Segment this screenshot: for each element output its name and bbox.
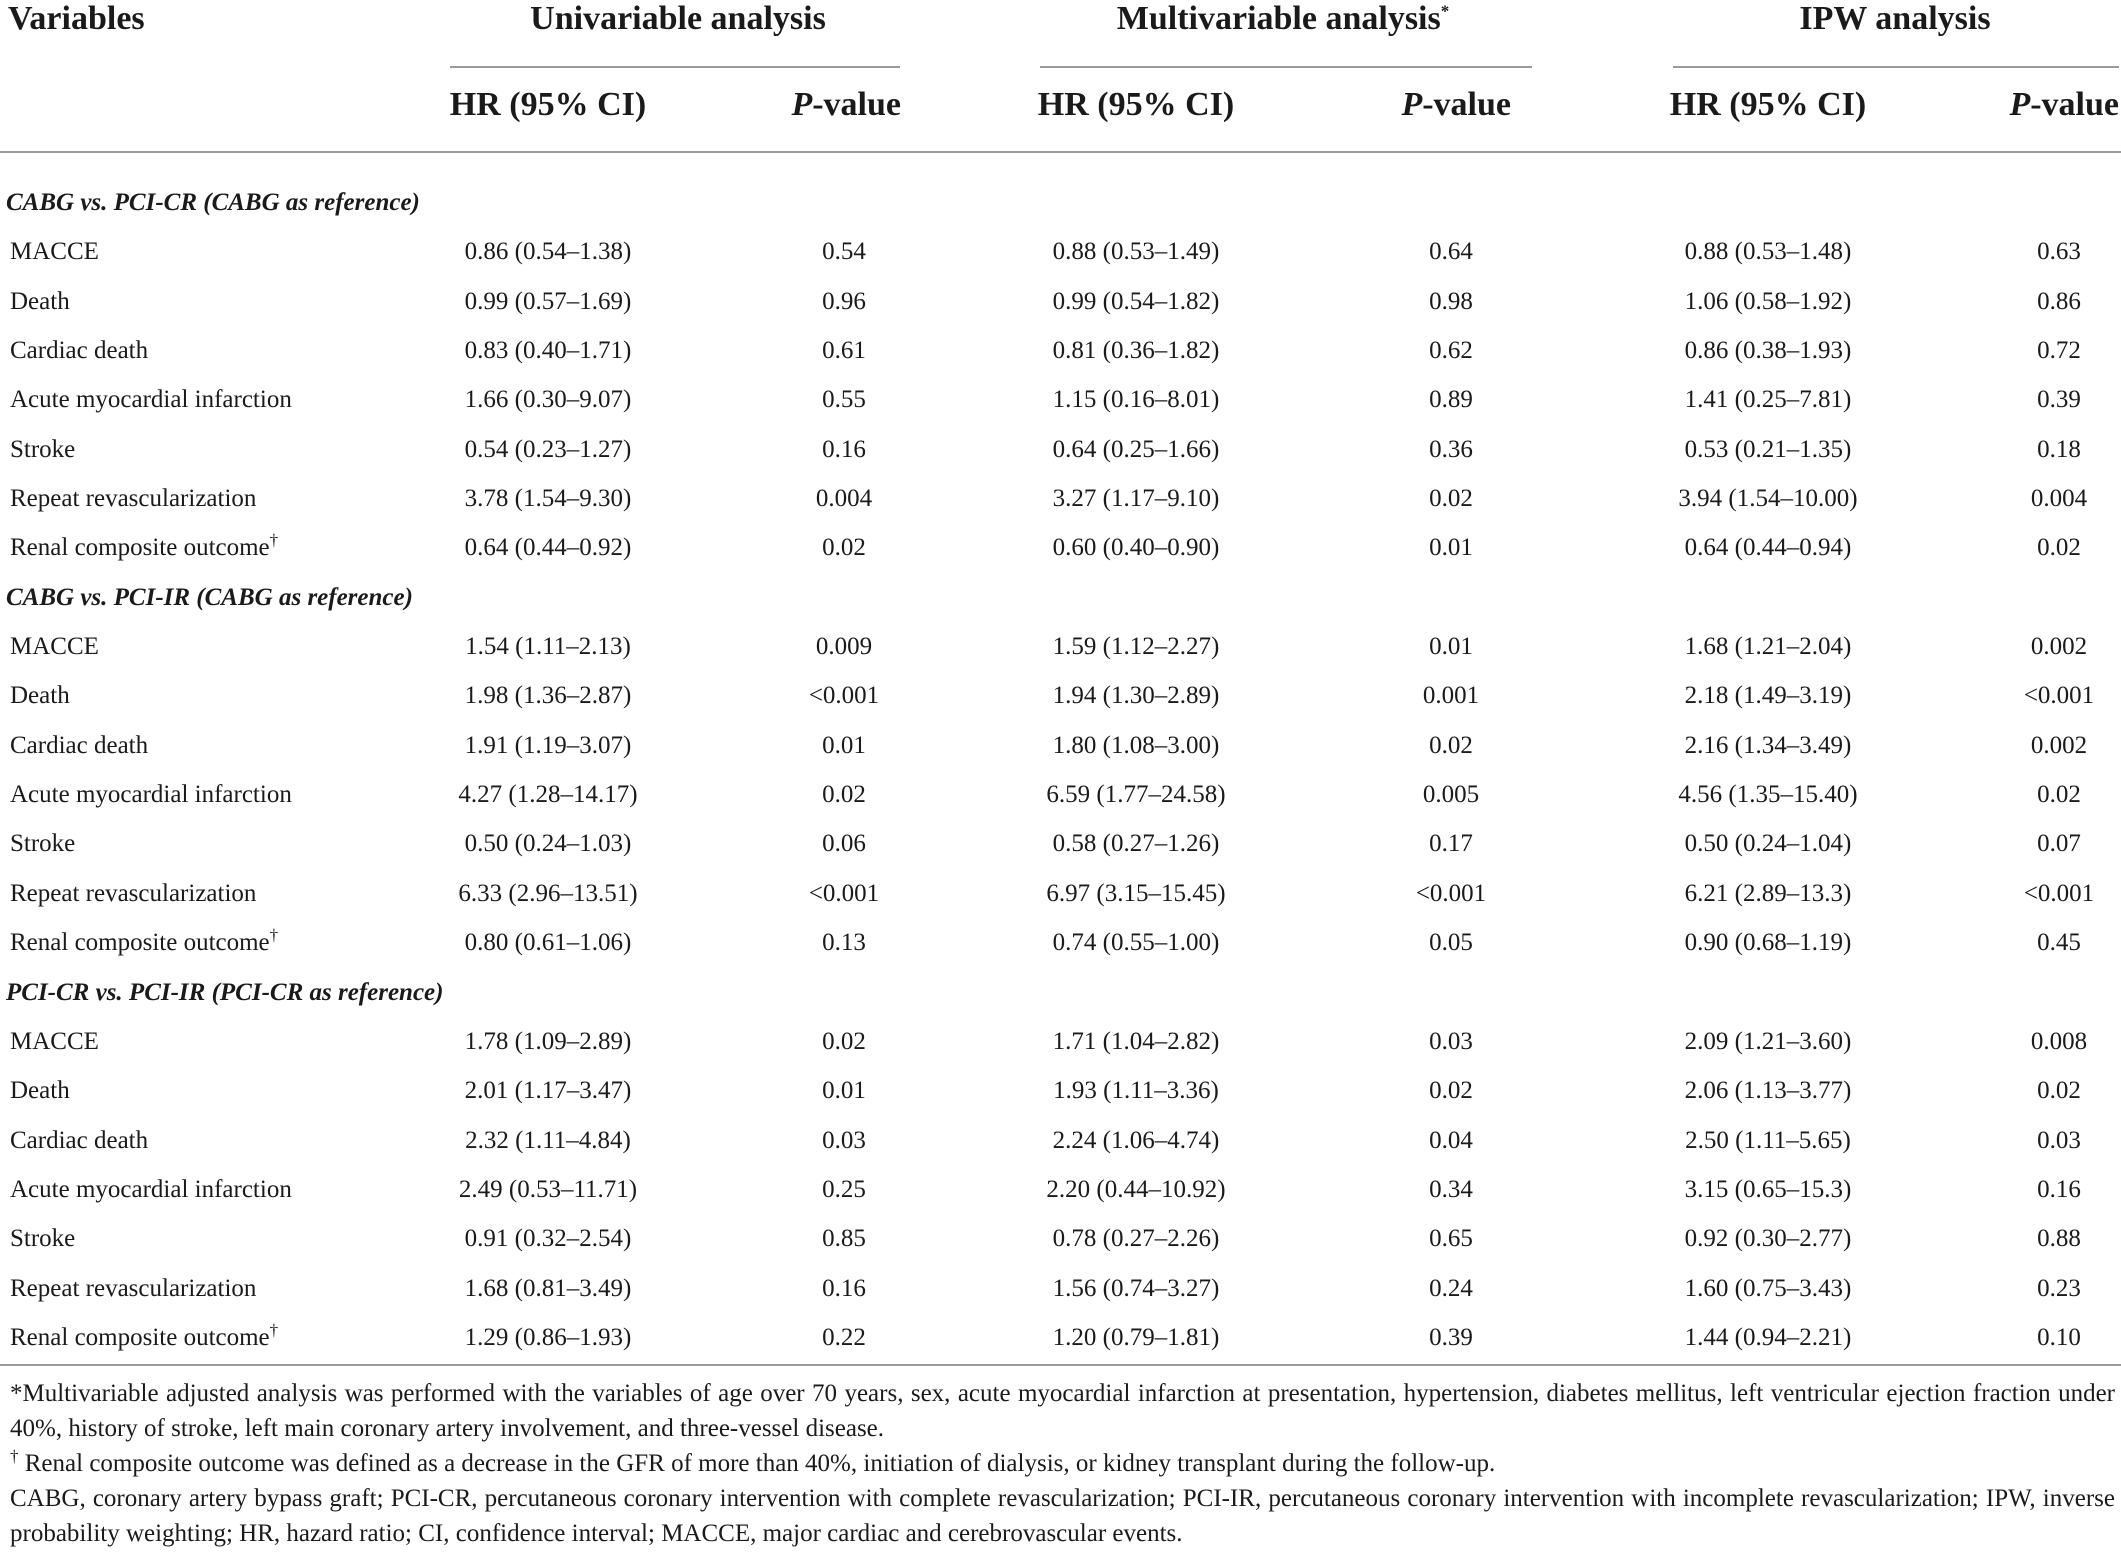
multivariable-hr-cell: 6.97 (3.15–15.45) xyxy=(1046,879,1226,907)
univariable-hr-cell: 1.54 (1.11–2.13) xyxy=(465,633,631,661)
variable-label: Cardiac death xyxy=(10,337,149,365)
header-multivariable: Multivariable analysis* xyxy=(1116,0,1450,37)
ipw-p-cell: 0.86 xyxy=(2037,287,2081,315)
multivariable-p-cell: 0.24 xyxy=(1429,1274,1473,1302)
ipw-hr-cell: 1.68 (1.21–2.04) xyxy=(1684,633,1852,661)
variable-label: MACCE xyxy=(10,633,99,661)
variable-cell xyxy=(10,1225,75,1253)
renal-footnote-mark: † xyxy=(269,925,279,945)
variable-label: MACCE xyxy=(10,1027,99,1055)
univariable-p-cell: 0.55 xyxy=(822,386,866,414)
header-ipw-p: P-value xyxy=(2009,86,2119,123)
header-multi-p: P-value xyxy=(1401,86,1511,123)
variable-cell xyxy=(10,1127,148,1155)
ipw-hr-cell: 3.94 (1.54–10.00) xyxy=(1678,485,1858,513)
renal-footnote-mark: † xyxy=(269,531,279,551)
renal-footnote-mark: † xyxy=(269,1320,279,1340)
multivariable-p-cell: 0.001 xyxy=(1422,682,1480,710)
variable-cell xyxy=(10,732,148,760)
ipw-hr-cell: 1.60 (0.75–3.43) xyxy=(1684,1274,1852,1302)
variable-label: Death xyxy=(10,1077,70,1105)
multivariable-p-cell: 0.03 xyxy=(1429,1027,1473,1055)
variable-label: Cardiac death xyxy=(10,731,149,759)
univariable-hr-cell: 1.91 (1.19–3.07) xyxy=(464,731,632,759)
multivariable-hr-cell: 3.27 (1.17–9.10) xyxy=(1052,485,1220,513)
variable-cell xyxy=(10,238,99,266)
header-multi-hr: HR (95% CI) xyxy=(1037,86,1235,123)
table-column-header xyxy=(0,86,2121,136)
multivariable-hr-cell: 0.74 (0.55–1.00) xyxy=(1052,929,1220,957)
univariable-p-cell: 0.06 xyxy=(822,830,866,858)
univariable-hr-cell: 1.68 (0.81–3.49) xyxy=(464,1274,632,1302)
multivariable-hr-cell: 0.99 (0.54–1.82) xyxy=(1052,287,1220,315)
ipw-hr-cell: 0.50 (0.24–1.04) xyxy=(1684,830,1852,858)
ipw-hr-cell: 3.15 (0.65–15.3) xyxy=(1684,1175,1852,1203)
univariable-hr-cell: 0.64 (0.44–0.92) xyxy=(464,534,632,562)
header-variables: Variables xyxy=(8,0,145,37)
variable-label: Acute myocardial infarction xyxy=(10,386,292,414)
variable-label: Stroke xyxy=(10,435,76,463)
variable-cell xyxy=(10,1320,279,1352)
variable-label: Acute myocardial infarction xyxy=(10,1175,292,1203)
ipw-hr-cell: 0.64 (0.44–0.94) xyxy=(1684,534,1852,562)
table-row xyxy=(0,374,2121,423)
table-footnotes xyxy=(10,1376,2115,1551)
univariable-p-cell: 0.02 xyxy=(822,781,866,809)
multivariable-p-cell: 0.64 xyxy=(1429,238,1473,266)
variable-label: Repeat revascularization xyxy=(10,879,257,907)
univariable-hr-cell: 0.80 (0.61–1.06) xyxy=(464,929,632,957)
multivariable-p-cell: 0.02 xyxy=(1429,1077,1473,1105)
univariable-hr-cell: 2.32 (1.11–4.84) xyxy=(465,1126,631,1154)
ipw-hr-cell: 4.56 (1.35–15.40) xyxy=(1678,781,1858,809)
variable-label: Renal composite outcome xyxy=(10,534,270,562)
multivariable-hr-cell: 6.59 (1.77–24.58) xyxy=(1046,781,1226,809)
table-row xyxy=(0,720,2121,769)
multivariable-hr-cell: 2.24 (1.06–4.74) xyxy=(1052,1126,1220,1154)
table-row xyxy=(0,818,2121,867)
ipw-p-cell: 0.23 xyxy=(2037,1274,2081,1302)
variable-label: Acute myocardial infarction xyxy=(10,781,292,809)
section-header-row xyxy=(0,967,2121,1016)
multivariable-p-cell: 0.005 xyxy=(1422,781,1480,809)
ipw-hr-cell: 0.53 (0.21–1.35) xyxy=(1684,435,1852,463)
variable-cell xyxy=(10,781,292,809)
variable-label: Renal composite outcome xyxy=(10,1323,270,1351)
multivariable-p-cell: 0.17 xyxy=(1429,830,1473,858)
table-body xyxy=(0,177,2121,1361)
table-row xyxy=(0,621,2121,670)
univariable-p-cell: 0.25 xyxy=(822,1175,866,1203)
multivariable-hr-cell: 2.20 (0.44–10.92) xyxy=(1046,1175,1226,1203)
variable-label: Death xyxy=(10,287,70,315)
table-row xyxy=(0,276,2121,325)
section-title: CABG vs. PCI-IR (CABG as reference) xyxy=(6,583,413,611)
ipw-hr-cell: 2.06 (1.13–3.77) xyxy=(1684,1077,1852,1105)
multivariable-p-cell: 0.05 xyxy=(1429,929,1473,957)
footnote-multivariable: *Multivariable adjusted analysis was performed with the variables of age over 70 years, sex, acute myocardial infarction at presentation, hypertension, diabetes mellitus, left ventricular ejection fraction under 40%, history of stroke, left main coronary artery involvement, and three-vessel disease. xyxy=(10,1380,2115,1442)
multivariable-hr-cell: 1.20 (0.79–1.81) xyxy=(1052,1323,1220,1351)
univariable-p-cell: 0.22 xyxy=(822,1323,866,1351)
ipw-p-cell: 0.39 xyxy=(2037,386,2081,414)
table-row xyxy=(0,226,2121,275)
table-group-header xyxy=(0,0,2121,62)
variable-label: Repeat revascularization xyxy=(10,485,257,513)
table-row xyxy=(0,1065,2121,1114)
multivariable-hr-cell: 1.59 (1.12–2.27) xyxy=(1052,633,1220,661)
ipw-p-cell: 0.10 xyxy=(2037,1323,2081,1351)
multivariable-group-rule xyxy=(1040,66,1532,68)
multivariable-p-cell: 0.02 xyxy=(1429,485,1473,513)
univariable-group-rule xyxy=(450,66,900,68)
section-title: CABG vs. PCI-CR (CABG as reference) xyxy=(6,189,420,216)
univariable-hr-cell: 0.83 (0.40–1.71) xyxy=(464,337,632,365)
ipw-p-cell: 0.008 xyxy=(2030,1027,2088,1055)
univariable-p-cell: 0.02 xyxy=(822,534,866,562)
variable-cell xyxy=(10,337,148,365)
table-row xyxy=(0,1016,2121,1065)
univariable-p-cell: 0.01 xyxy=(822,731,866,759)
ipw-p-cell: <0.001 xyxy=(2023,682,2095,710)
multivariable-footnote-mark: * xyxy=(1440,1,1450,21)
footnote-abbreviations: CABG, coronary artery bypass graft; PCI-CR, percutaneous coronary intervention with complete revascularization; PCI-IR, percutaneous coronary intervention with incomplete revascularization; IPW, inverse probability weighting; HR, hazard ratio; CI, confidence interval; MACCE, major cardiac and cerebrovascular events. xyxy=(10,1485,2115,1547)
ipw-hr-cell: 0.92 (0.30–2.77) xyxy=(1684,1225,1852,1253)
ipw-hr-cell: 1.06 (0.58–1.92) xyxy=(1684,287,1852,315)
table-row xyxy=(0,917,2121,966)
variable-label: Stroke xyxy=(10,830,76,858)
ipw-hr-cell: 2.50 (1.11–5.65) xyxy=(1685,1126,1851,1154)
header-ipw: IPW analysis xyxy=(1799,0,1991,37)
variable-cell xyxy=(10,288,70,316)
multivariable-hr-cell: 1.71 (1.04–2.82) xyxy=(1052,1027,1220,1055)
multivariable-hr-cell: 0.88 (0.53–1.49) xyxy=(1052,238,1220,266)
ipw-p-cell: 0.45 xyxy=(2037,929,2081,957)
univariable-hr-cell: 1.98 (1.36–2.87) xyxy=(464,682,632,710)
table-row xyxy=(0,670,2121,719)
multivariable-hr-cell: 0.60 (0.40–0.90) xyxy=(1052,534,1220,562)
multivariable-p-cell: 0.01 xyxy=(1429,633,1473,661)
section-header-row xyxy=(0,177,2121,226)
ipw-p-cell: 0.07 xyxy=(2037,830,2081,858)
ipw-group-rule xyxy=(1673,66,2119,68)
variable-cell xyxy=(10,1077,70,1105)
univariable-p-cell: 0.54 xyxy=(822,238,866,266)
ipw-p-cell: 0.02 xyxy=(2037,1077,2081,1105)
univariable-p-cell: 0.61 xyxy=(822,337,866,365)
section-header-row xyxy=(0,572,2121,621)
univariable-p-cell: 0.004 xyxy=(815,485,873,513)
multivariable-p-cell: 0.89 xyxy=(1429,386,1473,414)
variable-cell xyxy=(10,436,75,464)
multivariable-p-cell: 0.01 xyxy=(1429,534,1473,562)
section-title: PCI-CR vs. PCI-IR (PCI-CR as reference) xyxy=(6,978,444,1006)
variable-cell xyxy=(10,925,279,957)
variable-cell xyxy=(10,1028,99,1056)
ipw-p-cell: <0.001 xyxy=(2023,879,2095,907)
ipw-hr-cell: 6.21 (2.89–13.3) xyxy=(1684,879,1852,907)
univariable-p-cell: 0.01 xyxy=(822,1077,866,1105)
multivariable-hr-cell: 1.56 (0.74–3.27) xyxy=(1052,1274,1220,1302)
variable-label: Death xyxy=(10,682,70,710)
ipw-p-cell: 0.03 xyxy=(2037,1126,2081,1154)
table-row xyxy=(0,1213,2121,1262)
univariable-p-cell: 0.96 xyxy=(822,287,866,315)
ipw-p-cell: 0.18 xyxy=(2037,435,2081,463)
footnote-renal: † Renal composite outcome was defined as a decrease in the GFR of more than 40%, initiation of dialysis, or kidney transplant during the follow-up. xyxy=(10,1446,1496,1477)
univariable-hr-cell: 0.86 (0.54–1.38) xyxy=(464,238,632,266)
table-row xyxy=(0,868,2121,917)
variable-cell xyxy=(10,1176,292,1204)
variable-cell xyxy=(10,485,256,513)
multivariable-hr-cell: 1.93 (1.11–3.36) xyxy=(1053,1077,1219,1105)
ipw-p-cell: 0.16 xyxy=(2037,1175,2081,1203)
ipw-hr-cell: 0.86 (0.38–1.93) xyxy=(1684,337,1852,365)
univariable-hr-cell: 1.78 (1.09–2.89) xyxy=(464,1027,632,1055)
univariable-p-cell: <0.001 xyxy=(808,682,880,710)
univariable-hr-cell: 2.49 (0.53–11.71) xyxy=(458,1175,638,1203)
univariable-p-cell: 0.009 xyxy=(815,633,873,661)
ipw-hr-cell: 0.90 (0.68–1.19) xyxy=(1684,929,1852,957)
ipw-hr-cell: 0.88 (0.53–1.48) xyxy=(1684,238,1852,266)
ipw-p-cell: 0.002 xyxy=(2030,731,2088,759)
multivariable-p-cell: 0.39 xyxy=(1429,1323,1473,1351)
ipw-p-cell: 0.72 xyxy=(2037,337,2081,365)
variable-cell xyxy=(10,531,279,562)
variable-label: Cardiac death xyxy=(10,1126,149,1154)
multivariable-p-cell: 0.98 xyxy=(1429,287,1473,315)
ipw-p-cell: 0.02 xyxy=(2037,534,2081,562)
ipw-hr-cell: 2.18 (1.49–3.19) xyxy=(1684,682,1852,710)
univariable-p-cell: 0.13 xyxy=(822,929,866,957)
variable-cell xyxy=(10,386,292,414)
table-row xyxy=(0,424,2121,473)
variable-cell xyxy=(10,830,75,858)
table-row xyxy=(0,1263,2121,1312)
multivariable-hr-cell: 1.80 (1.08–3.00) xyxy=(1052,731,1220,759)
variable-cell xyxy=(10,633,99,661)
multivariable-hr-cell: 0.58 (0.27–1.26) xyxy=(1052,830,1220,858)
table-row xyxy=(0,325,2121,374)
multivariable-p-cell: <0.001 xyxy=(1415,879,1487,907)
multivariable-hr-cell: 0.78 (0.27–2.26) xyxy=(1052,1225,1220,1253)
ipw-hr-cell: 1.44 (0.94–2.21) xyxy=(1684,1323,1852,1351)
univariable-p-cell: 0.03 xyxy=(822,1126,866,1154)
variable-cell xyxy=(10,880,256,908)
univariable-hr-cell: 6.33 (2.96–13.51) xyxy=(458,879,638,907)
multivariable-hr-cell: 0.64 (0.25–1.66) xyxy=(1052,435,1220,463)
variable-label: Repeat revascularization xyxy=(10,1274,257,1302)
univariable-p-cell: 0.16 xyxy=(822,435,866,463)
univariable-hr-cell: 0.99 (0.57–1.69) xyxy=(464,287,632,315)
ipw-p-cell: 0.63 xyxy=(2037,238,2081,266)
univariable-p-cell: 0.85 xyxy=(822,1225,866,1253)
multivariable-p-cell: 0.36 xyxy=(1429,435,1473,463)
univariable-hr-cell: 4.27 (1.28–14.17) xyxy=(458,781,638,809)
multivariable-hr-cell: 0.81 (0.36–1.82) xyxy=(1052,337,1220,365)
ipw-hr-cell: 2.16 (1.34–3.49) xyxy=(1684,731,1852,759)
header-univariable: Univariable analysis xyxy=(530,0,826,37)
header-uni-p: P-value xyxy=(791,86,901,123)
table-row xyxy=(0,1164,2121,1213)
ipw-p-cell: 0.002 xyxy=(2030,633,2088,661)
table-row xyxy=(0,1115,2121,1164)
univariable-hr-cell: 0.54 (0.23–1.27) xyxy=(464,435,632,463)
multivariable-p-cell: 0.04 xyxy=(1429,1126,1473,1154)
univariable-p-cell: <0.001 xyxy=(808,879,880,907)
ipw-hr-cell: 2.09 (1.21–3.60) xyxy=(1684,1027,1852,1055)
univariable-hr-cell: 1.66 (0.30–9.07) xyxy=(464,386,632,414)
variable-label: Renal composite outcome xyxy=(10,929,270,957)
univariable-p-cell: 0.16 xyxy=(822,1274,866,1302)
table-bottom-rule xyxy=(0,1364,2121,1366)
ipw-p-cell: 0.88 xyxy=(2037,1225,2081,1253)
variable-label: MACCE xyxy=(10,238,99,266)
table-row xyxy=(0,522,2121,571)
multivariable-p-cell: 0.02 xyxy=(1429,731,1473,759)
variable-label: Stroke xyxy=(10,1225,76,1253)
header-uni-hr: HR (95% CI) xyxy=(449,86,647,123)
table-row xyxy=(0,769,2121,818)
univariable-hr-cell: 1.29 (0.86–1.93) xyxy=(464,1323,632,1351)
ipw-hr-cell: 1.41 (0.25–7.81) xyxy=(1684,386,1852,414)
univariable-p-cell: 0.02 xyxy=(822,1027,866,1055)
variable-cell xyxy=(10,682,70,710)
table-row xyxy=(0,1312,2121,1361)
multivariable-p-cell: 0.34 xyxy=(1429,1175,1473,1203)
multivariable-hr-cell: 1.94 (1.30–2.89) xyxy=(1052,682,1220,710)
variable-cell xyxy=(10,1275,256,1303)
multivariable-p-cell: 0.65 xyxy=(1429,1225,1473,1253)
ipw-p-cell: 0.02 xyxy=(2037,781,2081,809)
ipw-p-cell: 0.004 xyxy=(2030,485,2088,513)
header-bottom-rule xyxy=(0,151,2121,153)
header-ipw-hr: HR (95% CI) xyxy=(1669,86,1867,123)
multivariable-hr-cell: 1.15 (0.16–8.01) xyxy=(1052,386,1220,414)
table-row xyxy=(0,473,2121,522)
univariable-hr-cell: 2.01 (1.17–3.47) xyxy=(464,1077,632,1105)
univariable-hr-cell: 0.91 (0.32–2.54) xyxy=(464,1225,632,1253)
univariable-hr-cell: 0.50 (0.24–1.03) xyxy=(464,830,632,858)
univariable-hr-cell: 3.78 (1.54–9.30) xyxy=(464,485,632,513)
multivariable-p-cell: 0.62 xyxy=(1429,337,1473,365)
